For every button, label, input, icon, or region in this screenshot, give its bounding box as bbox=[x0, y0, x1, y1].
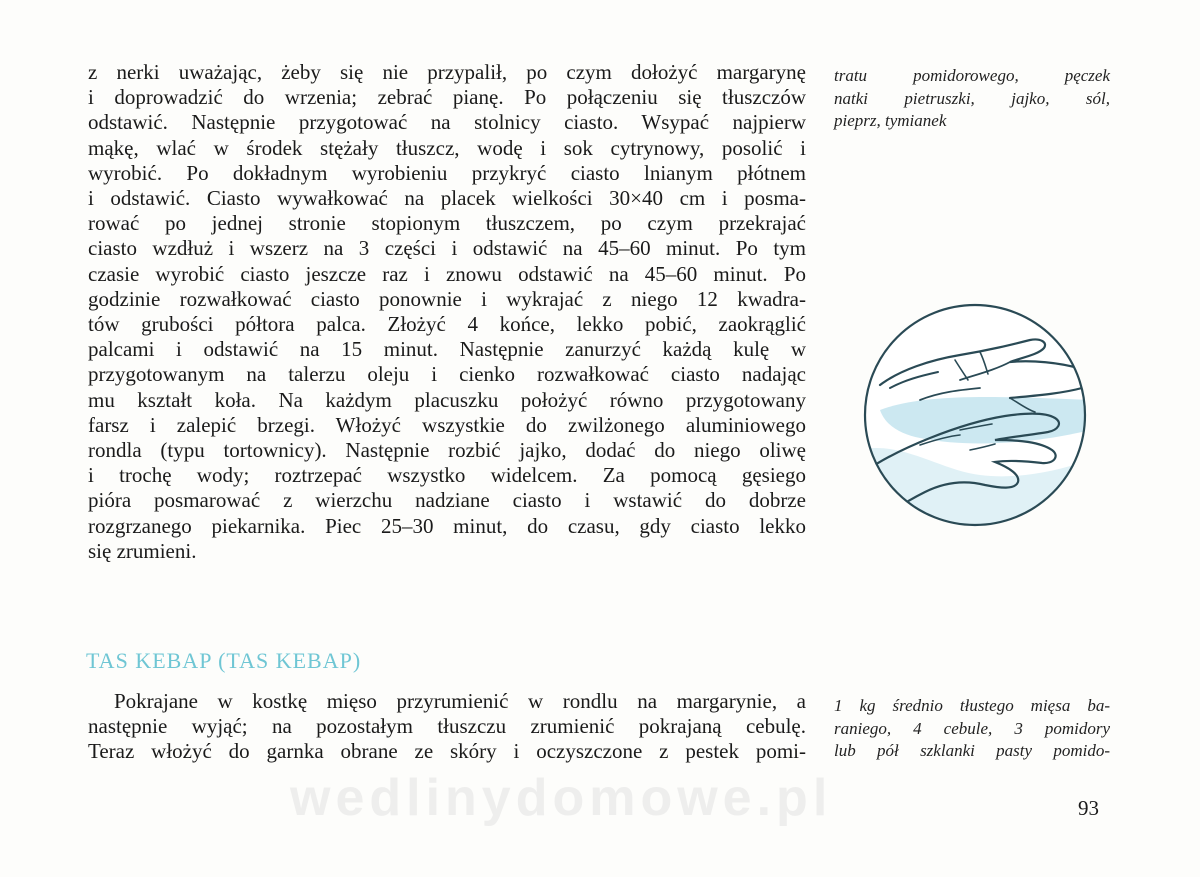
ingredients-note bbox=[834, 65, 1110, 133]
text-line: się zrumieni. bbox=[88, 538, 197, 563]
recipe-instructions bbox=[88, 60, 806, 564]
text-line: godzinie rozwałkować ciasto ponownie i wykrajać z niego 12 kwadra- bbox=[88, 286, 806, 311]
text-line: mu kształt koła. Na każdym placuszku położyć równo przygotowany bbox=[88, 387, 806, 412]
ingredients-line: 1 kg średnio tłustego mięsa ba- bbox=[834, 696, 1110, 715]
hands-shaping-dough-circle-illustration bbox=[860, 300, 1090, 530]
text-line: palcami i odstawić na 15 minut. Następnie zanurzyć każdą kulę w bbox=[88, 337, 806, 362]
text-line: rondla (typu tortownicy). Następnie rozbić jajko, dodać do niego oliwę bbox=[88, 438, 806, 463]
ingredients-line: lub pół szklanki pasty pomido- bbox=[834, 741, 1110, 760]
text-line: przygotowanym na talerzu oleju i cienko rozwałkować ciasto nadając bbox=[88, 362, 806, 387]
ingredients-line: natki pietruszki, jajko, sól, bbox=[834, 88, 1110, 108]
text-line: i trochę wody; roztrzepać wszystko widelcem. Za pomocą gęsiego bbox=[88, 463, 806, 488]
recipe-title: TAS KEBAP (TAS KEBAP) bbox=[86, 648, 362, 673]
ingredients-line: pieprz, tymianek bbox=[834, 111, 947, 130]
text-line: pióra posmarować z wierzchu nadziane ciasto i wstawić do dobrze bbox=[88, 488, 806, 513]
page-number: 93 bbox=[1078, 796, 1099, 820]
text-line: mąkę, wlać w środek stężały tłuszcz, wodę i sok cytrynowy, posolić i bbox=[88, 135, 806, 160]
text-line: następnie wyjąć; na pozostałym tłuszczu zrumienić pokrajaną cebulę. bbox=[88, 714, 806, 739]
recipe-instructions bbox=[88, 689, 806, 765]
text-line: czasie wyrobić ciasto jeszcze raz i znowu odstawić na 45–60 minut. Po bbox=[88, 261, 806, 286]
text-line: Pokrajane w kostkę mięso przyrumienić w rondlu na margarynie, a bbox=[114, 689, 806, 713]
text-line: rozgrzanego piekarnika. Piec 25–30 minut, do czasu, gdy ciasto lekko bbox=[88, 513, 806, 538]
text-line: odstawić. Następnie przygotować na stolnicy ciasto. Wsypać najpierw bbox=[88, 110, 806, 135]
ingredients-note bbox=[834, 695, 1110, 763]
text-line: Teraz włożyć do garnka obrane ze skóry i oczyszczone z pestek pomi- bbox=[88, 739, 806, 764]
ingredients-line: raniego, 4 cebule, 3 pomidory bbox=[834, 718, 1110, 738]
text-line: z nerki uważając, żeby się nie przypalił, po czym dołożyć margarynę bbox=[88, 60, 806, 84]
text-line: tów grubości półtora palca. Złożyć 4 końce, lekko pobić, zaokrąglić bbox=[88, 312, 806, 337]
text-line: i doprowadzić do wrzenia; zebrać pianę. Po połączeniu się tłuszczów bbox=[88, 85, 806, 110]
text-line: farsz i zalepić brzegi. Włożyć wszystkie do zwilżonego aluminiowego bbox=[88, 412, 806, 437]
text-line: i odstawić. Ciasto wywałkować na placek wielkości 30×40 cm i posma- bbox=[88, 186, 806, 211]
text-line: ciasto wzdłuż i wszerz na 3 części i odstawić na 45–60 minut. Po tym bbox=[88, 236, 806, 261]
text-line: rować po jednej stronie stopionym tłuszczem, po czym przekrajać bbox=[88, 211, 806, 236]
ingredients-line: tratu pomidorowego, pęczek bbox=[834, 66, 1110, 85]
text-line: wyrobić. Po dokładnym wyrobieniu przykryć ciasto lnianym płótnem bbox=[88, 160, 806, 185]
watermark: wedlinydomowe.pl bbox=[290, 769, 833, 827]
